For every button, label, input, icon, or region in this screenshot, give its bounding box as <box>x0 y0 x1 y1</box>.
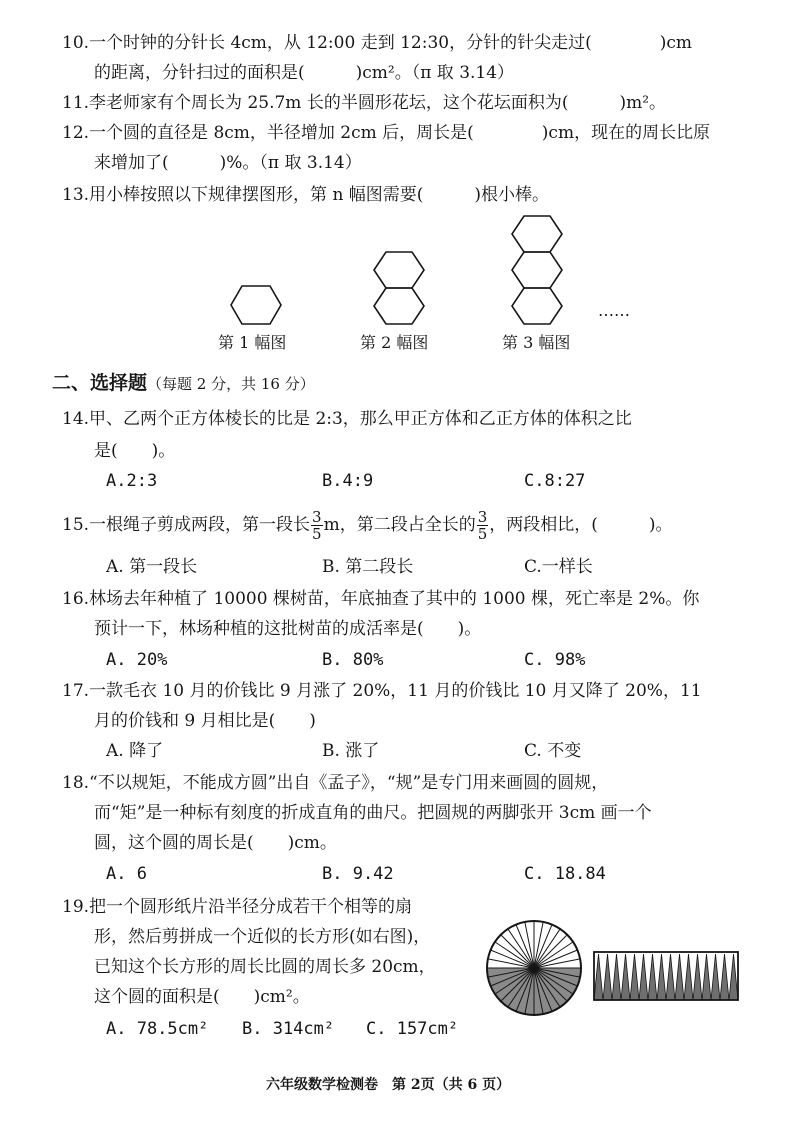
q14-line2: 是( )。 <box>94 441 176 461</box>
figure-caption-3: 第 3 幅图 <box>502 333 571 352</box>
q18-line1: 18.“不以规矩，不能成方圆”出自《孟子》，“规”是专门用来画圆的圆规， <box>62 773 609 793</box>
figure-caption-1: 第 1 幅图 <box>218 333 287 352</box>
q13-line1: 13.用小棒按照以下规律摆图形，第 n 幅图需要( )根小棒。 <box>62 185 550 205</box>
q18-line3: 圆，这个圆的周长是( )cm。 <box>94 833 337 853</box>
q18-option-b[interactable]: B. 9.42 <box>322 864 394 884</box>
q15-part1: 15.一根绳子剪成两段，第一段长 <box>62 515 311 535</box>
page-footer: 六年级数学检测卷 第 2页（共 6 页） <box>266 1077 511 1093</box>
q16-option-b[interactable]: B. 80% <box>322 650 384 670</box>
q19-line3: 已知这个长方形的周长比圆的周长多 20cm， <box>94 957 436 977</box>
q15-frac2-den: 5 <box>477 525 488 543</box>
q14-option-b[interactable]: B.4:9 <box>322 471 374 491</box>
q14-option-a[interactable]: A.2:3 <box>106 471 158 491</box>
section-heading <box>52 372 315 395</box>
q17-option-c[interactable]: C. 不变 <box>524 741 582 761</box>
figure-caption-2: 第 2 幅图 <box>360 333 429 352</box>
q19-option-a[interactable]: A. 78.5cm² <box>106 1019 209 1039</box>
q17-line1: 17.一款毛衣 10 月的价钱比 9 月涨了 20%，11 月的价钱比 10 月又降了 20%，11 <box>62 681 702 701</box>
q12-line1: 12.一个圆的直径是 8cm，半径增加 2cm 后，周长是( )cm，现在的周长比原 <box>62 123 711 143</box>
q19-line1: 19.把一个圆形纸片沿半径分成若干个相等的扇 <box>62 897 413 917</box>
q19-line4: 这个圆的面积是( )cm²。 <box>94 987 310 1007</box>
q14-line1: 14.甲、乙两个正方体棱长的比是 2:3，那么甲正方体和乙正方体的体积之比 <box>62 409 632 429</box>
q15-option-c[interactable]: C.一样长 <box>524 557 593 577</box>
section-title: 二、选择题 <box>52 372 148 394</box>
q12-line2: 来增加了( )%。（π 取 3.14） <box>94 153 362 173</box>
q15-option-a[interactable]: A. 第一段长 <box>106 557 198 577</box>
q16-option-a[interactable]: A. 20% <box>106 650 168 670</box>
q17-option-a[interactable]: A. 降了 <box>106 741 164 761</box>
section-note: （每题 2 分，共 16 分） <box>147 375 315 393</box>
q18-option-a[interactable]: A. 6 <box>106 864 147 884</box>
pattern-ellipsis: …… <box>598 301 630 320</box>
q15-option-b[interactable]: B. 第二段长 <box>322 557 414 577</box>
q14-option-c[interactable]: C.8:27 <box>524 471 586 491</box>
q15-part2: m，第二段占全长的 <box>323 515 476 535</box>
q16-option-c[interactable]: C. 98% <box>524 650 586 670</box>
hexagon-figure-1 <box>226 284 286 328</box>
q17-option-b[interactable]: B. 涨了 <box>322 741 380 761</box>
q11-line1: 11.李老师家有个周长为 25.7m 长的半圆形花坛，这个花坛面积为( )m²。 <box>62 93 667 113</box>
q15-fraction-1 <box>311 509 323 542</box>
q16-line2: 预计一下，林场种植的这批树苗的成活率是( )。 <box>94 619 482 639</box>
q15-frac1-num: 3 <box>312 508 322 526</box>
sector-circle-figure <box>484 918 584 1018</box>
q15-frac2-num: 3 <box>477 508 488 526</box>
q16-line1: 16.林场去年种植了 10000 棵树苗，年底抽查了其中的 1000 棵，死亡率是 2%。你 <box>62 589 700 609</box>
sector-rectangle-figure <box>592 948 740 1004</box>
q18-line2: 而“矩”是一种标有刻度的折成直角的曲尺。把圆规的两脚张开 3cm 画一个 <box>94 803 652 823</box>
q15-fraction-2 <box>477 509 489 542</box>
q17-line2: 月的价钱和 9 月相比是( ) <box>94 711 316 731</box>
q15-part3: ，两段相比，( )。 <box>489 515 673 535</box>
q19-line2: 形，然后剪拼成一个近似的长方形(如右图)， <box>94 927 431 947</box>
q10-line1: 10.一个时钟的分针长 4cm，从 12:00 走到 12:30，分针的针尖走过( )cm <box>62 33 692 53</box>
q15-frac1-den: 5 <box>312 525 322 543</box>
circle-radius-line <box>534 935 567 968</box>
hexagon-figure-2 <box>372 250 428 330</box>
circle-radius-line <box>501 935 534 968</box>
q10-line2: 的距离，分针扫过的面积是( )cm²。（π 取 3.14） <box>94 63 515 83</box>
q18-option-c[interactable]: C. 18.84 <box>524 864 606 884</box>
q19-option-c[interactable]: C. 157cm² <box>366 1019 459 1039</box>
q19-option-b[interactable]: B. 314cm² <box>242 1019 335 1039</box>
q15-line1 <box>62 503 673 547</box>
hexagon-figure-3 <box>510 214 566 330</box>
